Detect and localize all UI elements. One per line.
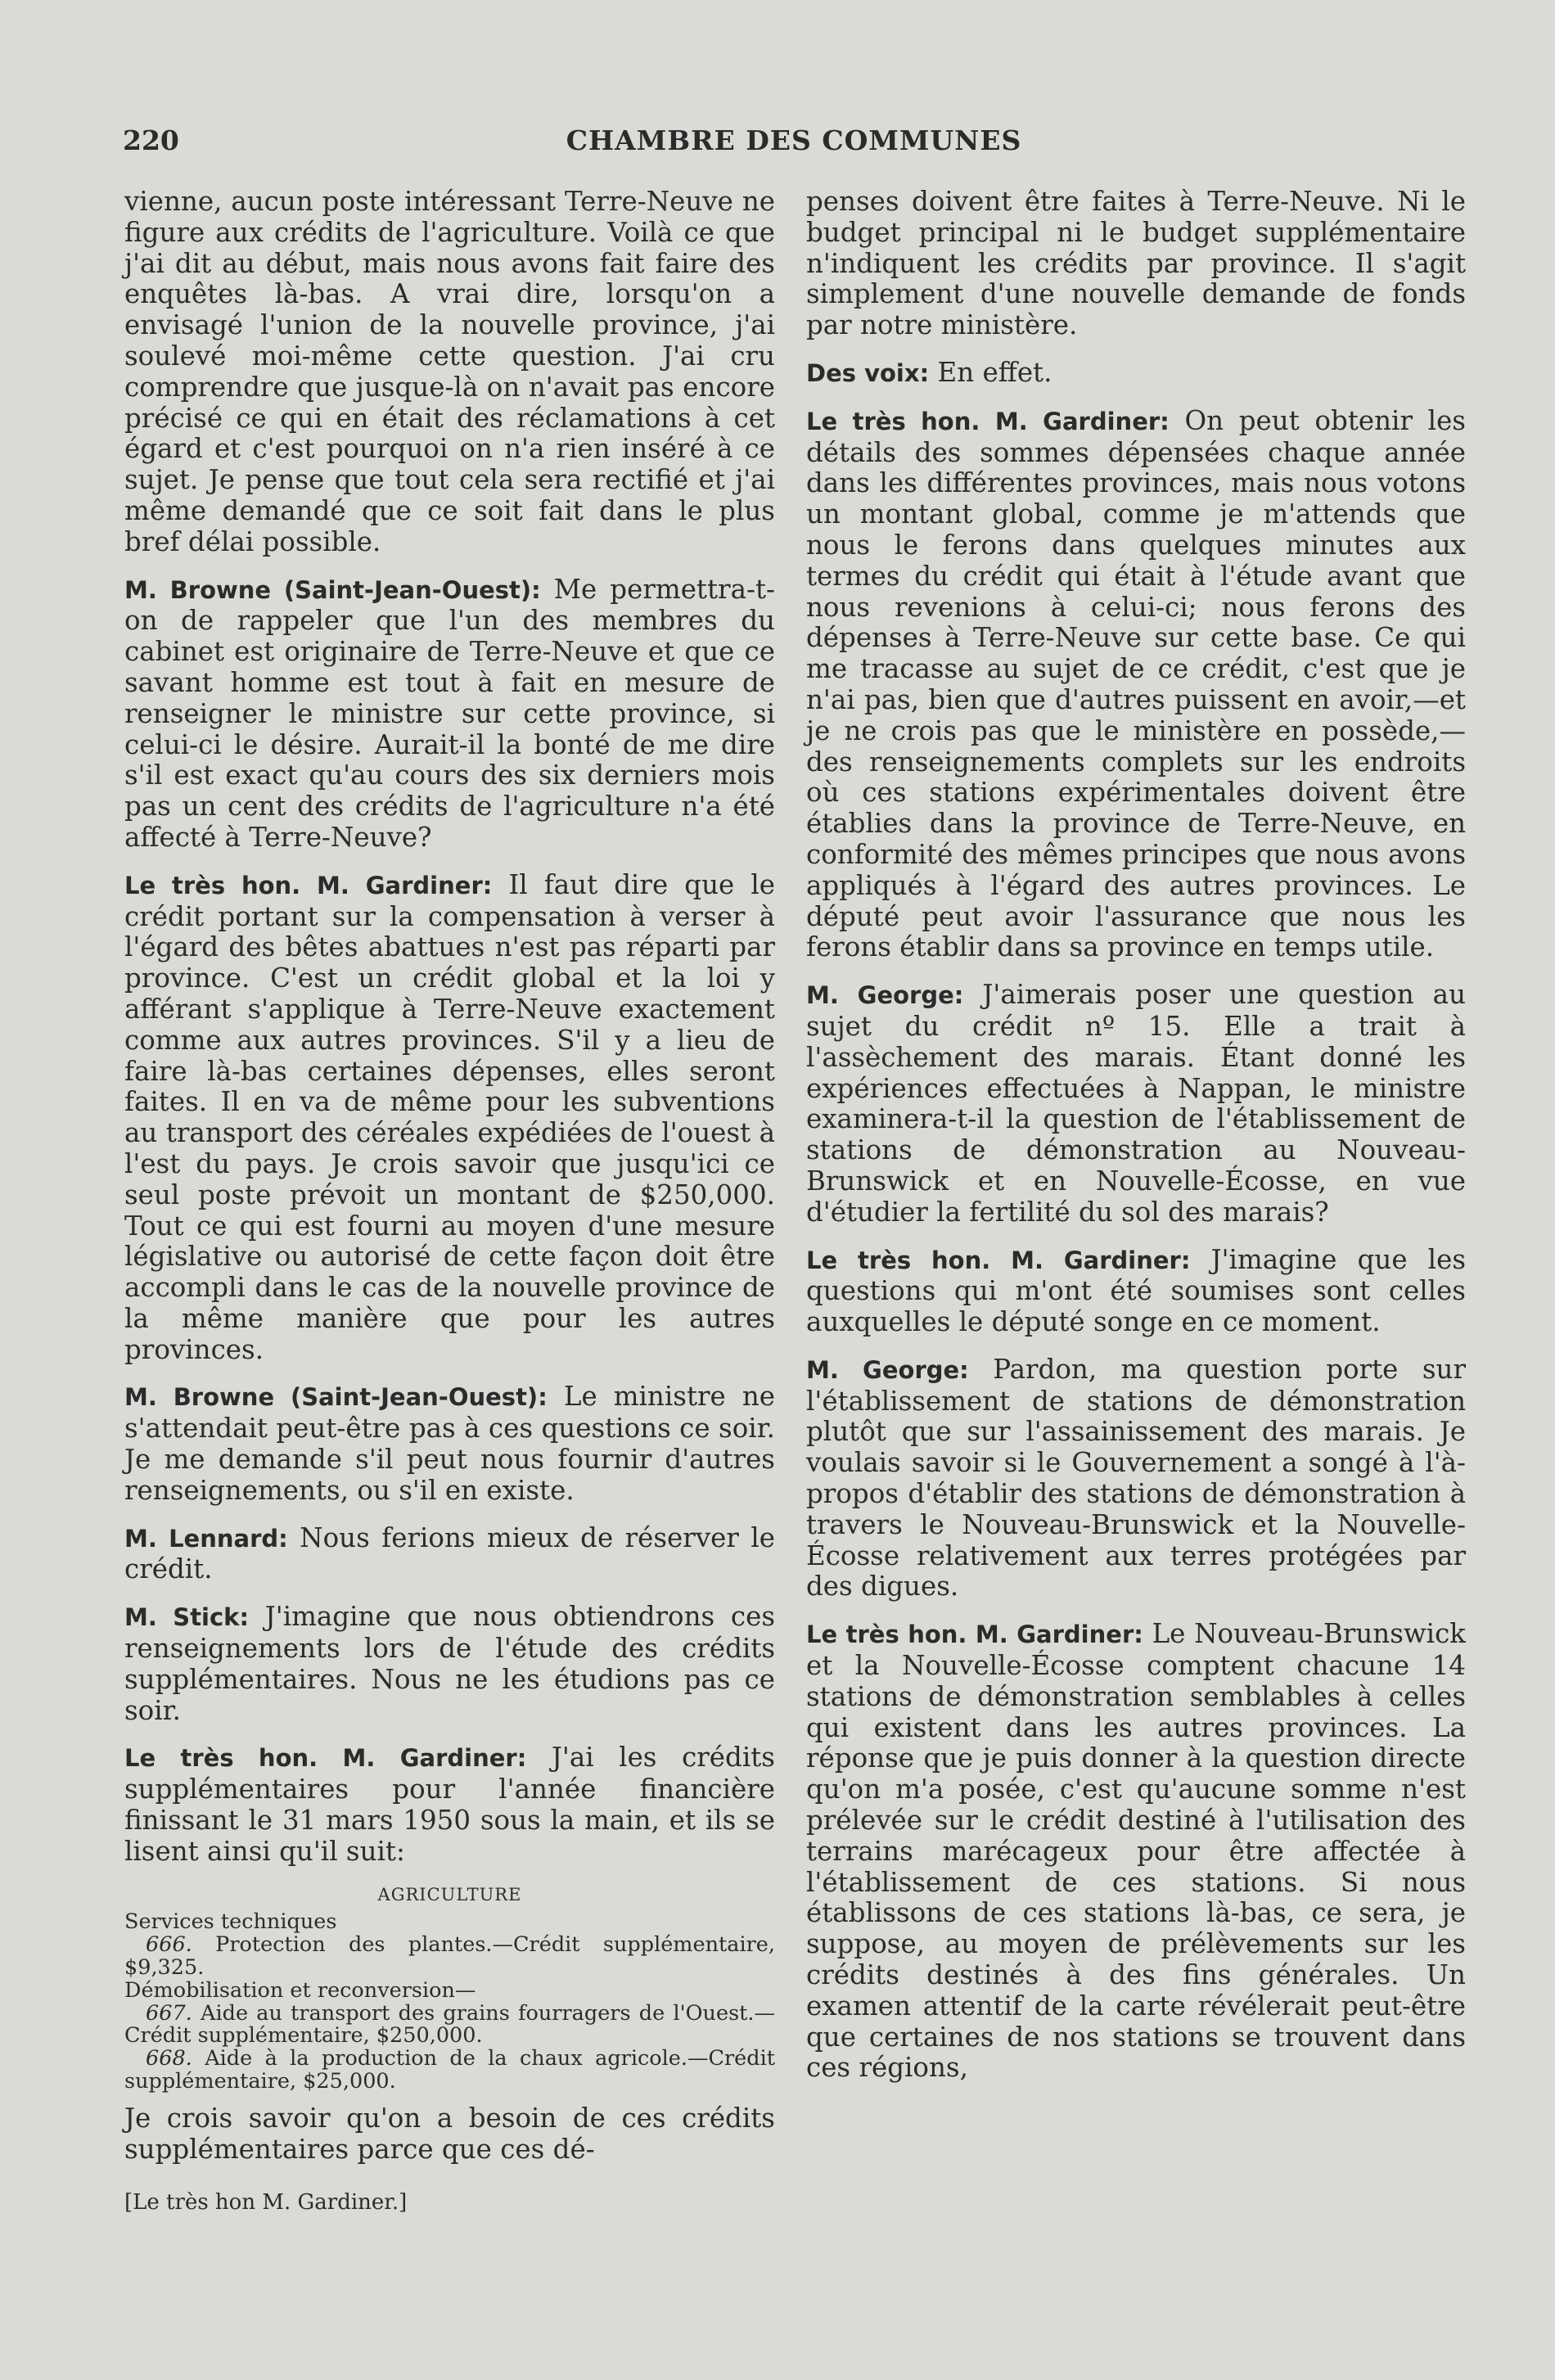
speech-paragraph — [806, 1619, 1466, 2084]
page-number: 220 — [123, 124, 179, 156]
right-paragraphs — [806, 187, 1466, 2084]
speaker-name: M. George: — [806, 1355, 969, 1384]
estimate-text: Services techniques — [124, 1909, 337, 1935]
estimate-text: Démobilisation et reconversion— — [124, 1977, 476, 2003]
speech-paragraph — [806, 1245, 1466, 1338]
estimate-line — [124, 2000, 776, 2049]
speech-text: Le ministre ne s'attendait peut-être pas à ces questions ce soir. Je me demande s'il peut nous fournir d'autres renseignements, ou s'il en existe. — [124, 1381, 775, 1506]
speaker-name: M. Browne (Saint-Jean-Ouest): — [124, 575, 541, 604]
speech-paragraph — [124, 1742, 775, 1867]
estimates-heading: AGRICULTURE — [377, 1884, 522, 1904]
estimate-number: 666. — [146, 1932, 192, 1958]
speech-text: Me permettra-t-on de rappeler que l'un des membres du cabinet est originaire de Terre-Neuve et que ce savant homme est tout à fait en mesure de renseigner le ministre sur cette province, si celui-ci le désire. Aurait-il la bonté de me dire s'il est exact qu'au cours des six derniers mois pas un cent des crédits de l'agriculture n'a été affecté à Terre-Neuve? — [124, 573, 775, 853]
estimate-line — [124, 2048, 775, 2094]
speaker-name: Le très hon. M. Gardiner: — [124, 1744, 527, 1773]
page-footer: [Le très hon M. Gardiner.] — [124, 2190, 408, 2215]
speaker-name: M. George: — [806, 981, 964, 1010]
right-column — [806, 187, 1466, 2100]
speech-text: vienne, aucun poste intéressant Terre-Neuve ne figure aux crédits de l'agriculture. Voilà ce que j'ai dit au début, mais nous avons fait faire des enquêtes là-bas. A vrai dire, lorsqu'on a envisagé l'union de la nouvelle province, j'ai soulevé moi-même cette question. J'ai cru comprendre que jusque-là on n'avait pas encore précisé ce qui en était des réclamations à cet égard et c'est pourquoi on n'a rien inséré à ce sujet. Je pense que tout cela sera rectifié et j'ai même demandé que ce soit fait dans le plus bref délai possible. — [124, 186, 775, 557]
estimate-number: 668. — [146, 2046, 192, 2071]
speech-text: On peut obtenir les détails des sommes dépensées chaque année dans les différentes provinces, mais nous votons un montant global, comme je m'attends que nous le ferons dans quelques minutes aux termes du crédit qui était à l'étude avant que nous revenions à celui-ci; nous ferons des dépenses à Terre-Neuve sur cette base. Ce qui me tracasse au sujet de ce crédit, c'est que je n'ai pas, bien que d'autres puissent en avoir,—et je ne crois pas que le ministère en possède,—des renseignements complets sur les endroits où ces stations expérimentales doivent être établies dans la province de Terre-Neuve, en conformité des mêmes principes que nous avons appliqués à l'égard des autres provinces. Le député peut avoir l'assurance que nous les ferons établir dans sa province en temps utile. — [806, 404, 1466, 963]
estimate-text: Protection des plantes.—Crédit supplémentaire, $9,325. — [124, 1932, 775, 1981]
speech-text: Pardon, ma question porte sur l'établissement de stations de démonstration plutôt que sur l'assainissement des marais. Je voulais savoir si le Gouvernement a songé à l'à-propos d'établir des stations de démonstration à travers le Nouveau-Brunswick et la Nouvelle-Écosse relativement aux terres protégées par des digues. — [806, 1353, 1466, 1602]
speech-paragraph — [124, 575, 775, 854]
left-paragraphs — [124, 187, 775, 1868]
speaker-name: M. Lennard: — [124, 1524, 288, 1553]
estimate-number: 667. — [146, 2000, 192, 2026]
speaker-name: Le très hon. M. Gardiner: — [124, 871, 493, 899]
speech-text: En effet. — [937, 356, 1052, 388]
speech-text: J'ai les crédits supplémentaires pour l'année financière finissant le 31 mars 1950 sous la main, et ils se lisent ainsi qu'il suit: — [124, 1742, 775, 1867]
estimate-line — [124, 1911, 775, 1934]
speech-paragraph — [806, 1355, 1466, 1602]
page-title: CHAMBRE DES COMMUNES — [566, 124, 1022, 156]
speech-paragraph — [124, 1382, 775, 1506]
speaker-name: M. Stick: — [124, 1603, 250, 1632]
speech-paragraph — [124, 187, 775, 558]
speech-text: Nous ferions mieux de réserver le crédit. — [124, 1521, 775, 1585]
speech-paragraph — [806, 358, 1466, 390]
speech-text: J'imagine que nous obtiendrons ces renseignements lors de l'étude des crédits supplémentaires. Nous ne les étudions pas ce soir. — [124, 1601, 776, 1726]
estimate-text: Aide au transport des grains fourragers de l'Ouest.—Crédit supplémentaire, $250,000. — [124, 2000, 776, 2049]
speaker-name: Des voix: — [806, 358, 930, 387]
speaker-name: Le très hon. M. Gardiner: — [806, 407, 1170, 435]
speech-text: J'aimerais poser une question au sujet du crédit nº 15. Elle a trait à l'assèchement des marais. Étant donné les expériences effectuées à Nappan, le ministre examinera-t-il la question de l'établissement de stations de démonstration au Nouveau-Brunswick et en Nouvelle-Écosse, en vue d'étudier la fertilité du sol des marais? — [806, 979, 1466, 1228]
speech-paragraph — [806, 187, 1466, 341]
page-header — [123, 124, 1465, 160]
speech-paragraph — [124, 1523, 775, 1586]
speech-paragraph — [124, 870, 775, 1366]
speech-text: penses doivent être faites à Terre-Neuve. Ni le budget principal ni le budget supplémentaire n'indiquent les crédits par province. Il s'agit simplement d'une nouvelle demande de fonds par notre ministère. — [806, 186, 1466, 341]
speech-text: Il faut dire que le crédit portant sur la compensation à verser à l'égard des bêtes abattues n'est pas réparti par province. C'est un crédit global et la loi y afférant s'applique à Terre-Neuve exactement comme aux autres provinces. S'il y a lieu de faire là-bas certaines dépenses, elles seront faites. Il en va de même pour les subventions au transport des céréales expédiées de l'ouest à l'est du pays. Je crois savoir que jusqu'ici ce seul poste prévoit un montant de $250,000. Tout ce qui est fourni au moyen d'une mesure législative ou autorisé de cette façon doit être accompli dans le cas de la nouvelle province de la même manière que pour les autres provinces. — [124, 868, 775, 1365]
left-closing-paragraph: Je crois savoir qu'on a besoin de ces crédits supplémentaires parce que ces dé- — [124, 2102, 775, 2165]
speech-text: J'imagine que les questions qui m'ont été soumises sont celles auxquelles le député songe en ce moment. — [806, 1243, 1466, 1338]
estimates-list — [124, 1911, 775, 2093]
speaker-name: Le très hon. M. Gardiner: — [806, 1620, 1143, 1649]
speaker-name: Le très hon. M. Gardiner: — [806, 1246, 1191, 1274]
speech-paragraph — [806, 980, 1466, 1228]
speech-text: Le Nouveau-Brunswick et la Nouvelle-Écosse comptent chacune 14 stations de démonstration semblables à celles qui existent dans les autres provinces. La réponse que je puis donner à la question directe qu'on m'a posée, c'est qu'aucune somme n'est prélevée sur le crédit destiné à l'utilisation des terrains marécageux pour être affectée à l'établissement de ces stations. Si nous établissons de ces stations là-bas, ce sera, je suppose, au moyen de prélèvements sur les crédits destinés à des fins générales. Un examen attentif de la carte révélerait peut-être que certaines de nos stations se trouvent dans ces régions, — [806, 1618, 1466, 2084]
left-column — [124, 187, 775, 2181]
speech-paragraph — [124, 1602, 775, 1726]
speech-paragraph — [806, 406, 1466, 963]
estimate-line — [124, 1977, 775, 2003]
estimate-line — [124, 1934, 775, 1980]
speaker-name: M. Browne (Saint-Jean-Ouest): — [124, 1383, 548, 1412]
estimate-text: Aide à la production de la chaux agricole.—Crédit supplémentaire, $25,000. — [124, 2046, 775, 2094]
